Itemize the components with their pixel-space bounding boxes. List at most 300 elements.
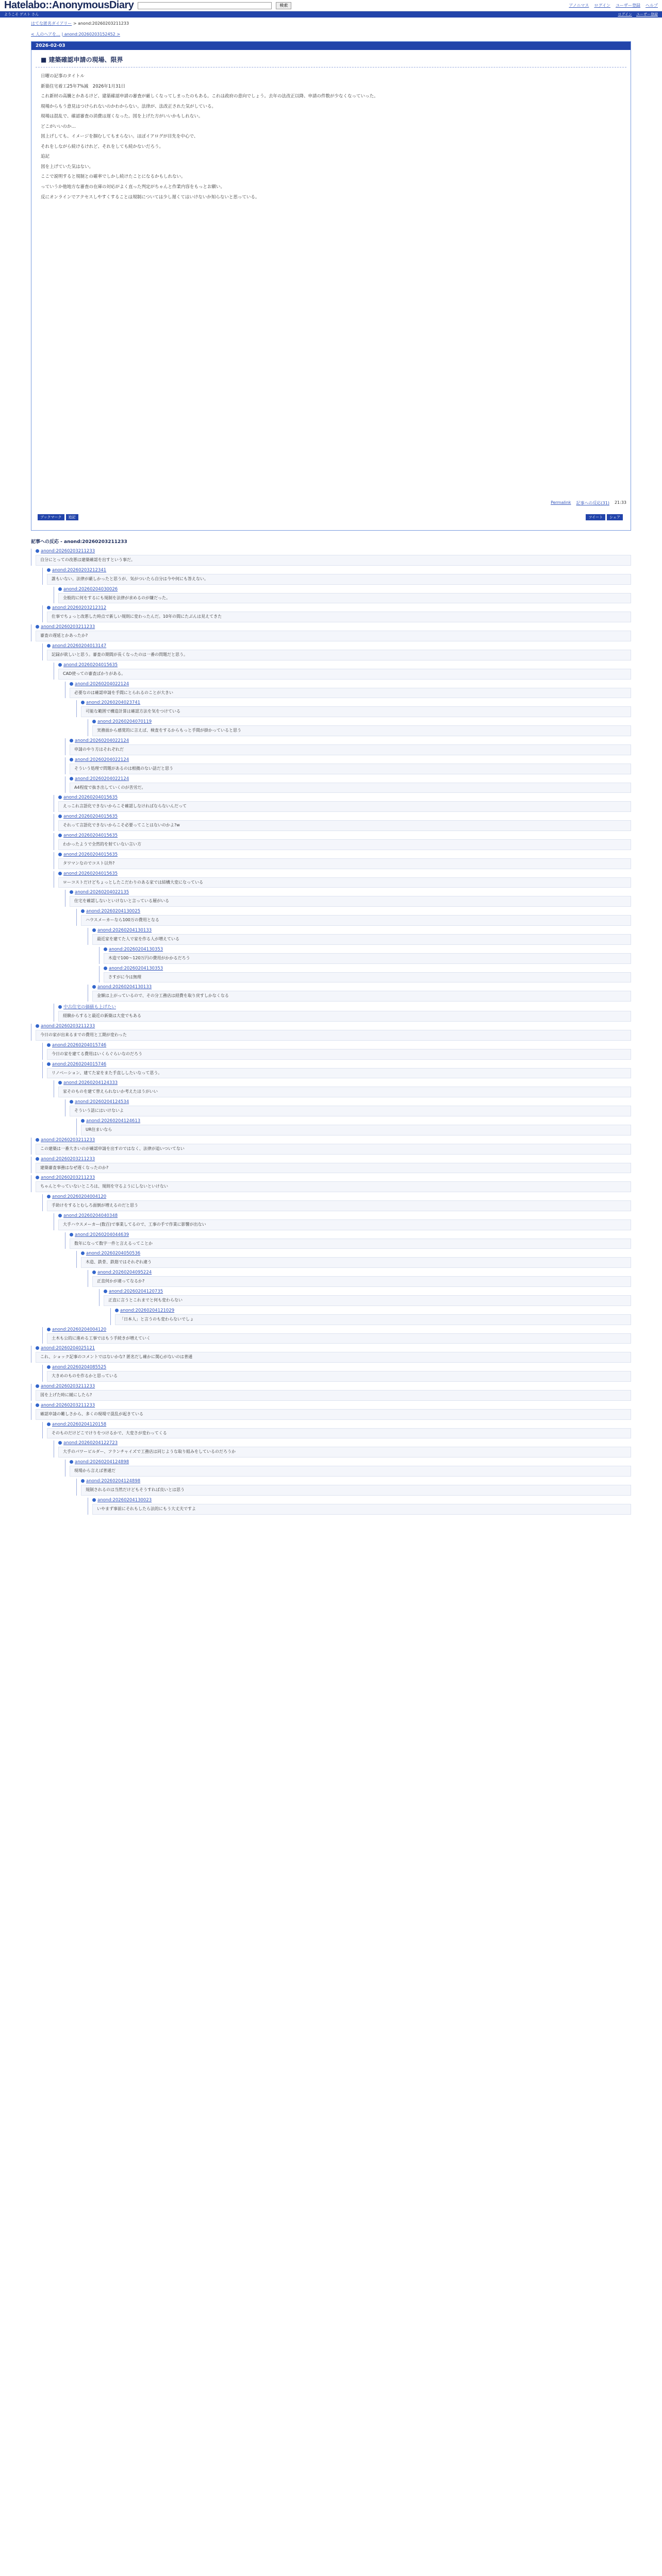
- comment-marker-icon: [47, 644, 51, 648]
- comment-body: 可能な範囲で構造計算は確認方法を気をつけている: [81, 706, 631, 717]
- comment-header: [70, 776, 631, 782]
- comment-header: [70, 1460, 631, 1465]
- nav-bar: [0, 11, 662, 18]
- comment-header: [104, 1289, 631, 1294]
- comment-link[interactable]: anond:20260203211233: [41, 1175, 95, 1181]
- comment-link[interactable]: anond:20260204095224: [97, 1270, 152, 1276]
- comment-marker-icon: [70, 739, 73, 742]
- comment-marker-icon: [58, 872, 62, 875]
- comment-link[interactable]: anond:20260203212341: [52, 567, 107, 573]
- comment-header: [58, 1213, 631, 1218]
- article-paragraph: 図を上げていた気はない。: [41, 164, 94, 170]
- comment-body: 規制されるのは当然だけどもそうすれば良いとは思う: [81, 1485, 631, 1496]
- comment-header: [81, 1479, 631, 1484]
- comment-link[interactable]: anond:20260204130133: [97, 985, 152, 990]
- comment-body: 確認申請の難しさから、多くの現場で混乱が起きている: [36, 1409, 631, 1420]
- comment: [31, 549, 631, 566]
- comment-link[interactable]: anond:20260204050536: [86, 1251, 141, 1257]
- comment-header: [58, 795, 631, 800]
- comment-header: [58, 663, 631, 668]
- comment-marker-icon: [36, 1157, 39, 1161]
- comment-header: [36, 1157, 631, 1162]
- comment-body: 手助けをするとむしろ面倒が増えるのだと思う: [47, 1200, 631, 1211]
- comment-header: [81, 1118, 631, 1124]
- comment-link[interactable]: anond:20260204124898: [86, 1479, 141, 1484]
- comment-body: さすがに今は無理: [104, 972, 631, 983]
- nav-link[interactable]: ユーザー登録: [636, 12, 658, 16]
- comment-header: [81, 1251, 631, 1256]
- comment-header: [92, 1270, 631, 1275]
- article-date: 2026-02-03: [31, 42, 631, 50]
- comment-link[interactable]: anond:20260204013147: [52, 643, 107, 649]
- article-paragraph: 現場は混乱で、確認審査の消費は遅くなった。図を上げた方がいいかもしれない。: [41, 114, 203, 120]
- comment-link[interactable]: anond:20260204022124: [75, 681, 129, 687]
- comment-header: [47, 605, 631, 611]
- comment: [65, 1232, 631, 1249]
- comment-body: CAD使っての審査ばかりがある。: [58, 669, 631, 680]
- top-link[interactable]: アノニマス: [569, 3, 589, 8]
- comment-link[interactable]: anond:20260204015635: [63, 814, 118, 820]
- comment-link[interactable]: anond:20260204124898: [75, 1460, 129, 1465]
- comment-body: 必要なのは確認申請を手間にとられるのことが大きい: [70, 688, 631, 699]
- comment-body: 審査の遅延とかあったか?: [36, 631, 631, 641]
- comment: [54, 833, 631, 850]
- comment: [65, 776, 631, 793]
- comment-body: 図を上げた時に緩にしたら?: [36, 1390, 631, 1401]
- comment-header: [47, 1062, 631, 1067]
- breadcrumb-current: anond:20260203211233: [78, 21, 129, 26]
- comment-link[interactable]: anond:20260204015746: [52, 1061, 107, 1067]
- comment-header: [47, 568, 631, 573]
- comment-body: 「日本人」と言うのも変わらないでしょ: [115, 1314, 631, 1325]
- comment-link[interactable]: anond:20260204130025: [86, 909, 141, 914]
- comment-marker-icon: [70, 682, 73, 686]
- comment-body: そのものだけどこでけりをつけるかで、大変さが変わってくる: [47, 1428, 631, 1439]
- comment-body: 木造で100〜120万円の費用がかかるだろう: [104, 953, 631, 964]
- comment-link[interactable]: anond:20260204122723: [63, 1440, 118, 1446]
- comment-header: [36, 1346, 631, 1351]
- comment-marker-icon: [92, 928, 96, 932]
- comment: [54, 814, 631, 831]
- comment-body: 金額は上がっているので、その分工務店は経費を取り戻すしかなくなる: [92, 991, 631, 1002]
- comment-body: 経験からすると最近の新築は大変でもある: [58, 1011, 631, 1022]
- comment-body: 自分にとっての改悪は建築確認を出すという事だ。: [36, 555, 631, 566]
- comment-body: これ、ショック記事のコメントではないかな? 匿名だし確かに関心がないのは普通: [36, 1352, 631, 1363]
- comment-link[interactable]: anond:20260204120735: [109, 1289, 163, 1295]
- entry-nav: [31, 31, 631, 37]
- comment-link[interactable]: anond:20260203211233: [41, 1023, 95, 1029]
- comment-link[interactable]: anond:20260203211233: [41, 624, 95, 630]
- comment: [65, 890, 631, 907]
- comment-header: [58, 852, 631, 857]
- welcome-text: ようこそ ゲスト さん: [4, 12, 39, 16]
- comment-header: [104, 947, 631, 952]
- top-bar: [0, 0, 662, 11]
- comment-marker-icon: [92, 1498, 96, 1502]
- comment-header: [70, 738, 631, 743]
- search-input[interactable]: [138, 2, 272, 9]
- comment-header: [92, 719, 631, 724]
- comment-marker-icon: [58, 1214, 62, 1217]
- comment-header: [70, 1099, 631, 1105]
- breadcrumb: はてな匿名ダイアリー > anond:20260203211233: [31, 21, 129, 26]
- comment-link[interactable]: anond:20260204030026: [63, 586, 118, 592]
- comment-marker-icon: [104, 1290, 107, 1293]
- comment-body: わかったようで全然的を射ていない言い方: [58, 839, 631, 850]
- comment-header: [36, 1175, 631, 1180]
- comment: [31, 1175, 631, 1192]
- comment-body: リノベーション、建てた家をまた手直ししたいなって思う。: [47, 1068, 631, 1079]
- comment: [99, 1289, 631, 1306]
- comment-body: 記録が欲しいと思う。審査の期間が長くなったのは一番の問題だと思う。: [47, 650, 631, 660]
- comment-marker-icon: [70, 1100, 73, 1104]
- comment-body: この建築は一番大きいのが確認申請を出すのではなく、法律が追いついてない: [36, 1144, 631, 1155]
- comment-marker-icon: [58, 663, 62, 667]
- comment-body: A4程度で抜き出していくのが苦労だ。: [70, 783, 631, 793]
- comment-body: 建築審査事務はなぜ遅くなったのか?: [36, 1163, 631, 1174]
- comment-header: [58, 1440, 631, 1446]
- comment: [65, 738, 631, 755]
- comment-marker-icon: [47, 1043, 51, 1047]
- comment-link[interactable]: anond:20260204085525: [52, 1365, 107, 1370]
- comment-header: [70, 682, 631, 687]
- comment-marker-icon: [47, 606, 51, 609]
- comment: [76, 909, 631, 926]
- article-paragraph: ここで説明すると規制との確率でしかし続けたことになるかもしれない。: [41, 174, 186, 180]
- comment-body: そういう処理で問題があるのは根拠のない話だと思う: [70, 764, 631, 774]
- comment-header: [92, 1498, 631, 1503]
- comment-marker-icon: [36, 1346, 39, 1350]
- comment-header: [92, 928, 631, 933]
- comment-body: 大手ハウスメーカー(数百)で事業してるので、工事の手で作業に影響が出ない: [58, 1219, 631, 1230]
- comment-marker-icon: [81, 701, 85, 704]
- top-link[interactable]: ヘルプ: [646, 3, 658, 8]
- comment-marker-icon: [36, 1024, 39, 1028]
- comment-link[interactable]: anond:20260204121029: [120, 1308, 175, 1313]
- article-paragraph: 日曜の記事のタイトル: [41, 74, 85, 79]
- comment: [88, 985, 631, 1002]
- next-entry-link[interactable]: | anond:20260203152452 >: [61, 32, 121, 37]
- comment: [31, 1403, 631, 1420]
- comments-title: 記事への反応 - anond:20260203211233: [31, 539, 127, 545]
- comment-header: [47, 1327, 631, 1332]
- comment-marker-icon: [58, 1441, 62, 1445]
- article-title: ■ 建築確認申請の現場、限界: [36, 50, 626, 67]
- comment-marker-icon: [36, 1403, 39, 1407]
- comment-marker-icon: [92, 985, 96, 989]
- comment: [54, 587, 631, 604]
- comment: [54, 1004, 631, 1022]
- comment-marker-icon: [92, 1270, 96, 1274]
- comment-link[interactable]: anond:20260204015635: [63, 662, 118, 668]
- site-logo[interactable]: Hatelabo::AnonymousDiary: [4, 0, 134, 11]
- comment: [54, 1440, 631, 1458]
- reactions-link[interactable]: 記事への反応(31): [576, 501, 609, 505]
- comment-link[interactable]: anond:20260204015635: [63, 833, 118, 838]
- comment-marker-icon: [81, 1479, 85, 1483]
- comment-body: 正直に言うとこれまでと何も変わらない: [104, 1295, 631, 1306]
- comment-marker-icon: [58, 795, 62, 799]
- comment-body: 木造、鉄骨、鉄筋ではそれぞれ違う: [81, 1257, 631, 1268]
- comment-header: [115, 1308, 631, 1313]
- comment-link[interactable]: anond:20260204120158: [52, 1421, 107, 1427]
- comment-link[interactable]: anond:20260204022135: [75, 890, 129, 895]
- comment-body: いやまず事前にそれもしたら法的にもう大丈夫ですよ: [92, 1504, 631, 1515]
- comment: [54, 1080, 631, 1097]
- comment-marker-icon: [58, 1005, 62, 1009]
- comment: [54, 852, 631, 869]
- permalink-link[interactable]: Permalink: [551, 500, 571, 505]
- comment-link[interactable]: anond:20260204124534: [75, 1099, 129, 1105]
- comment-body: タワマンなのでコスト以外?: [58, 858, 631, 869]
- comment-header: [36, 549, 631, 554]
- comment-body: 実務面から感覚的に言えば、検査をするからもっと手間が掛かっていると思う: [92, 725, 631, 736]
- article-paragraph: 図上げしても、イメージを掴むしてもまらない。ほぼイアログが目先を中心で、: [41, 134, 198, 140]
- comment-marker-icon: [36, 1138, 39, 1142]
- article-body: [31, 67, 631, 202]
- comment: [88, 1270, 631, 1287]
- comment-marker-icon: [70, 890, 73, 894]
- comment-tree: [31, 547, 631, 2576]
- comment-marker-icon: [104, 967, 107, 970]
- comment-body: 最近家を建てた人で家を作る人が増えている: [92, 934, 631, 945]
- comment-header: [47, 1194, 631, 1199]
- comment: [42, 1365, 631, 1382]
- top-link[interactable]: ログイン: [594, 3, 610, 8]
- comment: [54, 871, 631, 888]
- comment-link[interactable]: anond:20260203211233: [41, 1137, 95, 1143]
- comment-link[interactable]: anond:20260204022124: [75, 757, 129, 762]
- comment-header: [36, 1024, 631, 1029]
- comment: [31, 1138, 631, 1155]
- comment: [54, 1213, 631, 1230]
- comment-marker-icon: [81, 1251, 85, 1255]
- comment-link[interactable]: anond:20260204130353: [109, 946, 163, 952]
- comment: [31, 1346, 631, 1363]
- comment-link[interactable]: anond:20260203211233: [41, 1156, 95, 1162]
- article-paragraph: 反にオンラインでアクセスしやすくすることは規制については少し遅くてはいけないか知らないと思っている。: [41, 194, 260, 200]
- comment: [88, 719, 631, 736]
- comment: [54, 795, 631, 812]
- comment-header: [36, 1138, 631, 1143]
- comment: [31, 1024, 631, 1041]
- comment-header: [58, 587, 631, 592]
- comment-link[interactable]: anond:20260204023741: [86, 700, 141, 706]
- comment-body: 今日の家を建てる費用はいくらぐらいなのだろう: [47, 1049, 631, 1060]
- comment-link[interactable]: anond:20260204124333: [63, 1080, 118, 1086]
- comment-header: [47, 643, 631, 649]
- comment-link[interactable]: anond:20260204022124: [75, 776, 129, 782]
- comment: [88, 928, 631, 945]
- comment-header: [47, 1043, 631, 1048]
- comment: [110, 1308, 631, 1325]
- comment-link[interactable]: anond:20260204015635: [63, 852, 118, 857]
- comment: [65, 1099, 631, 1116]
- comment-body: 現場から言えば普通だ: [70, 1466, 631, 1477]
- comment-marker-icon: [58, 834, 62, 837]
- comment-link[interactable]: anond:20260204004120: [52, 1327, 107, 1332]
- share-bar: [38, 515, 624, 520]
- comment: [42, 568, 631, 585]
- comment-body: UR住まいなら: [81, 1125, 631, 1136]
- comment: [31, 624, 631, 641]
- comment-marker-icon: [47, 1195, 51, 1198]
- nav-right-links: [618, 12, 658, 17]
- comment-marker-icon: [104, 947, 107, 951]
- comment-header: [81, 909, 631, 914]
- comment-link[interactable]: 中古住宅の価値も上げたい: [63, 1005, 117, 1010]
- article-paragraph: どこがいいのか…: [41, 124, 76, 129]
- article-paragraph: それをしながら続けるけれど、それをしても続かないだろう。: [41, 144, 164, 149]
- article-paragraph: っていうか他地方な審査の在庫の対応がよく直った判定がちゃんと作業内容をもっとお願い。: [41, 184, 225, 190]
- comment-header: [36, 1384, 631, 1389]
- share-button[interactable]: シェア: [607, 514, 623, 520]
- comment-marker-icon: [70, 758, 73, 761]
- top-links: [569, 3, 658, 8]
- article-paragraph: これ新材の高騰とかあるけど、建築確認申請の審査が厳しくなってしまったのもある。これは政府の意向でしょう。去年の法改正以降、申請の件数が少なくなっていった。: [41, 94, 378, 99]
- comment-link[interactable]: anond:20260204130353: [109, 965, 163, 971]
- comment-header: [58, 1080, 631, 1086]
- comment-body: 土木も公的に進める工事ではもう手続きが増えていく: [47, 1333, 631, 1344]
- tweet-button[interactable]: ツイート: [586, 514, 605, 520]
- article: [31, 41, 631, 531]
- prev-entry-link[interactable]: < 人のヘアを…: [31, 32, 61, 37]
- comment: [65, 757, 631, 774]
- comment: [76, 1251, 631, 1268]
- post-time: 21:33: [614, 500, 626, 505]
- comment-marker-icon: [81, 909, 85, 913]
- comment-header: [70, 890, 631, 895]
- comment-marker-icon: [70, 1460, 73, 1464]
- top-link[interactable]: ユーザー登録: [616, 3, 640, 8]
- comment-marker-icon: [58, 1081, 62, 1084]
- comment-header: [58, 833, 631, 838]
- comment-marker-icon: [115, 1309, 119, 1312]
- comment-marker-icon: [70, 1233, 73, 1236]
- comment-link[interactable]: anond:20260203212312: [52, 605, 107, 611]
- comment: [42, 605, 631, 622]
- comment-marker-icon: [81, 1119, 85, 1123]
- comment-link[interactable]: anond:20260204044639: [75, 1232, 129, 1238]
- comment-link[interactable]: anond:20260204022124: [75, 738, 129, 743]
- search-button[interactable]: 検索: [276, 2, 291, 9]
- comment-body: 全般的に何をするにも規制を法律が求めるのが嫌だった。: [58, 593, 631, 604]
- comment-link[interactable]: anond:20260204070119: [97, 719, 152, 725]
- comment-marker-icon: [47, 1365, 51, 1369]
- comment-body: ローコストだけどちょっとしたこだわりのある家では結構大変になっている: [58, 877, 631, 888]
- comment: [99, 966, 631, 983]
- article-footer: [551, 500, 626, 506]
- comment: [42, 643, 631, 660]
- comment: [31, 1157, 631, 1174]
- comment-body: 仕事でちょっと改悪した時点で新しい規則に変わったんだ。10年の間にたぶんは見えてきた: [47, 612, 631, 622]
- comment: [54, 663, 631, 680]
- comment-link[interactable]: anond:20260204015746: [52, 1042, 107, 1048]
- comment-body: 家そのものを建て替えられないか考えたほうがいい: [58, 1087, 631, 1097]
- comment: [42, 1194, 631, 1211]
- comment-link[interactable]: anond:20260204124613: [86, 1118, 141, 1124]
- comment: [42, 1062, 631, 1079]
- comment-marker-icon: [36, 1176, 39, 1179]
- comment-body: 住宅を確認しないといけないと言っている層がいる: [70, 896, 631, 907]
- comment-body: 今日の家が出来るまでの費用と工期が変わった: [36, 1030, 631, 1041]
- comment-link[interactable]: anond:20260204015635: [63, 871, 118, 876]
- comment-header: [36, 624, 631, 630]
- comment-link[interactable]: anond:20260204130133: [97, 927, 152, 933]
- comment-link[interactable]: anond:20260203211233: [41, 1384, 95, 1389]
- comment-body: 正直何かが違ってなるか?: [92, 1276, 631, 1287]
- comment-link[interactable]: anond:20260204004120: [52, 1194, 107, 1200]
- comment-header: [104, 966, 631, 971]
- comment: [76, 1479, 631, 1496]
- comment-header: [81, 700, 631, 705]
- comment-header: [70, 757, 631, 762]
- comment-link[interactable]: anond:20260204015635: [63, 795, 118, 801]
- comment-header: [70, 1232, 631, 1238]
- append-button[interactable]: 追記: [66, 514, 78, 520]
- article-paragraph: 新築住宅着工25年7%減 2026年1月31日: [41, 83, 126, 89]
- comment-header: [58, 1004, 631, 1010]
- comment: [76, 1118, 631, 1136]
- comment: [42, 1043, 631, 1060]
- comment-marker-icon: [47, 1062, 51, 1066]
- comment: [65, 682, 631, 699]
- comment-body: ハウスメーカーなら100万の費用となる: [81, 915, 631, 926]
- comment-marker-icon: [47, 1328, 51, 1331]
- comment-body: ちゃんとやっていないところは、規則を守るようにしないといけない: [36, 1181, 631, 1192]
- comment-link[interactable]: anond:20260204040348: [63, 1213, 118, 1218]
- article-paragraph: 追記: [41, 154, 50, 160]
- comment-body: 大きめのものを作るかと思っている: [47, 1371, 631, 1382]
- comment-marker-icon: [58, 815, 62, 818]
- comment-header: [47, 1422, 631, 1427]
- comment-body: 誰もいない。法律が厳しかったと思うが、気がついたら自分は今や何にも答えない。: [47, 574, 631, 585]
- comment-marker-icon: [47, 568, 51, 572]
- comment: [42, 1422, 631, 1439]
- comment: [99, 947, 631, 964]
- breadcrumb-home[interactable]: はてな匿名ダイアリー: [31, 21, 72, 26]
- comment-marker-icon: [58, 853, 62, 856]
- comment-header: [58, 814, 631, 819]
- comment-marker-icon: [36, 549, 39, 553]
- comment-marker-icon: [92, 720, 96, 723]
- comment-header: [58, 871, 631, 876]
- comment-marker-icon: [36, 625, 39, 629]
- comment-link[interactable]: anond:20260203211233: [41, 549, 95, 554]
- comment-marker-icon: [58, 587, 62, 591]
- comment: [42, 1327, 631, 1344]
- comment-link[interactable]: anond:20260203211233: [41, 1402, 95, 1408]
- comment-body: 申請のやり方はそれぞれだ: [70, 744, 631, 755]
- comment-body: そういう話にはいけないよ: [70, 1106, 631, 1116]
- comment: [76, 700, 631, 717]
- comment-body: 大手のパワービルダー、フランチャイズで工務店は同じような取り組みをしているのだろうか: [58, 1447, 631, 1458]
- article-paragraph: 現場からもう意見はつけられないのかわからない。法律が、法改正された気がしている。: [41, 104, 217, 109]
- comment-link[interactable]: anond:20260204130023: [97, 1497, 152, 1503]
- comment-marker-icon: [36, 1384, 39, 1388]
- comment-header: [92, 985, 631, 990]
- comment-marker-icon: [47, 1422, 51, 1426]
- comment-header: [47, 1365, 631, 1370]
- comment-link[interactable]: anond:20260204025121: [41, 1346, 95, 1351]
- comment-body: それって言語化できないからこそ必要ってことはないのかよ?w: [58, 820, 631, 831]
- bookmark-button[interactable]: ブックマーク: [38, 514, 64, 520]
- comment-header: [36, 1403, 631, 1408]
- comment: [88, 1498, 631, 1515]
- nav-link[interactable]: ログイン: [618, 12, 632, 16]
- comment: [65, 1460, 631, 1477]
- comment-body: えっこれ言語化できないからこそ確認しなければならないんだって: [58, 801, 631, 812]
